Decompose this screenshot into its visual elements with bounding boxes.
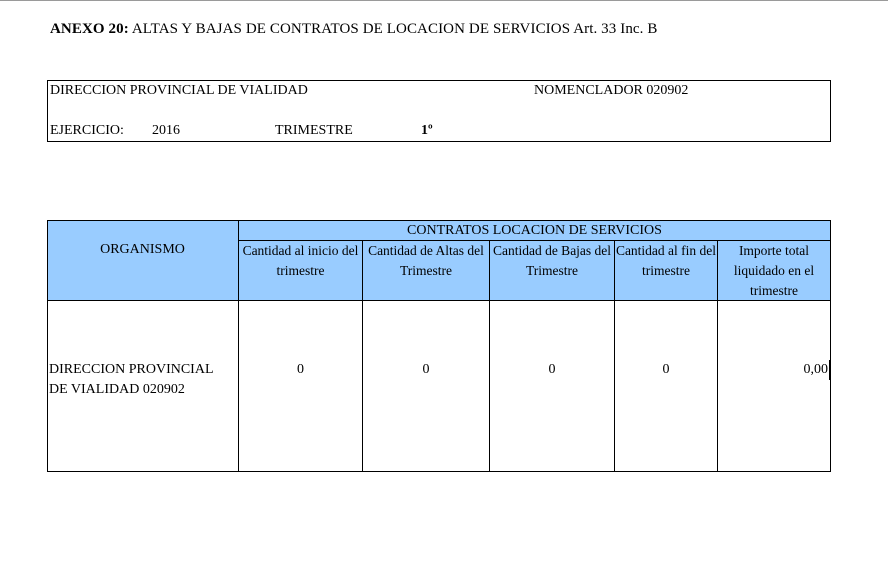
ejercicio-label[interactable]: EJERCICIO:	[50, 123, 124, 138]
col-header-fin[interactable]: Cantidad al fin del trimestre	[615, 243, 717, 278]
contracts-table	[47, 220, 831, 472]
row-organismo-line2[interactable]: DE VIALIDAD 020902	[49, 382, 185, 397]
row-value-importe[interactable]: 0,00	[803, 362, 828, 377]
nomenclador[interactable]: NOMENCLADOR 020902	[534, 83, 689, 98]
col-header-importe[interactable]: Importe total liquidado en el trimestre	[733, 243, 815, 298]
grid-line	[47, 220, 831, 221]
organismo-name[interactable]: DIRECCION PROVINCIAL DE VIALIDAD	[50, 83, 308, 98]
info-box	[47, 80, 831, 142]
trimestre-value[interactable]: 1º	[421, 123, 433, 138]
grid-line	[47, 220, 48, 472]
grid-line	[47, 471, 831, 472]
row-organismo-line1[interactable]: DIRECCION PROVINCIAL	[49, 362, 214, 377]
grid-line	[362, 240, 363, 472]
col-header-inicio[interactable]: Cantidad al inicio del trimestre	[242, 243, 359, 278]
title-suffix: Art. 33 Inc. B	[573, 21, 658, 37]
row-value-fin[interactable]: 0	[662, 362, 670, 377]
col-header-bajas[interactable]: Cantidad de Bajas del Trimestre	[492, 243, 612, 278]
document-title	[50, 21, 658, 38]
col-header-altas[interactable]: Cantidad de Altas del Trimestre	[368, 243, 484, 278]
row-value-bajas[interactable]: 0	[548, 362, 556, 377]
grid-line	[238, 240, 831, 241]
title-prefix: ANEXO 20:	[50, 21, 129, 37]
group-header[interactable]: CONTRATOS LOCACION DE SERVICIOS	[407, 223, 662, 238]
ejercicio-value[interactable]: 2016	[152, 123, 180, 138]
grid-line	[830, 220, 831, 472]
organismo-header[interactable]: ORGANISMO	[100, 242, 185, 257]
grid-line	[614, 240, 615, 472]
grid-line	[717, 240, 718, 472]
trimestre-label[interactable]: TRIMESTRE	[275, 123, 353, 138]
grid-line	[238, 220, 239, 472]
row-value-altas[interactable]: 0	[422, 362, 430, 377]
row-value-inicio[interactable]: 0	[297, 362, 304, 377]
grid-line	[47, 300, 831, 301]
grid-line	[489, 240, 490, 472]
top-border	[0, 0, 888, 1]
title-main: ALTAS Y BAJAS DE CONTRATOS DE LOCACION DE SERVICIOS	[131, 21, 571, 37]
